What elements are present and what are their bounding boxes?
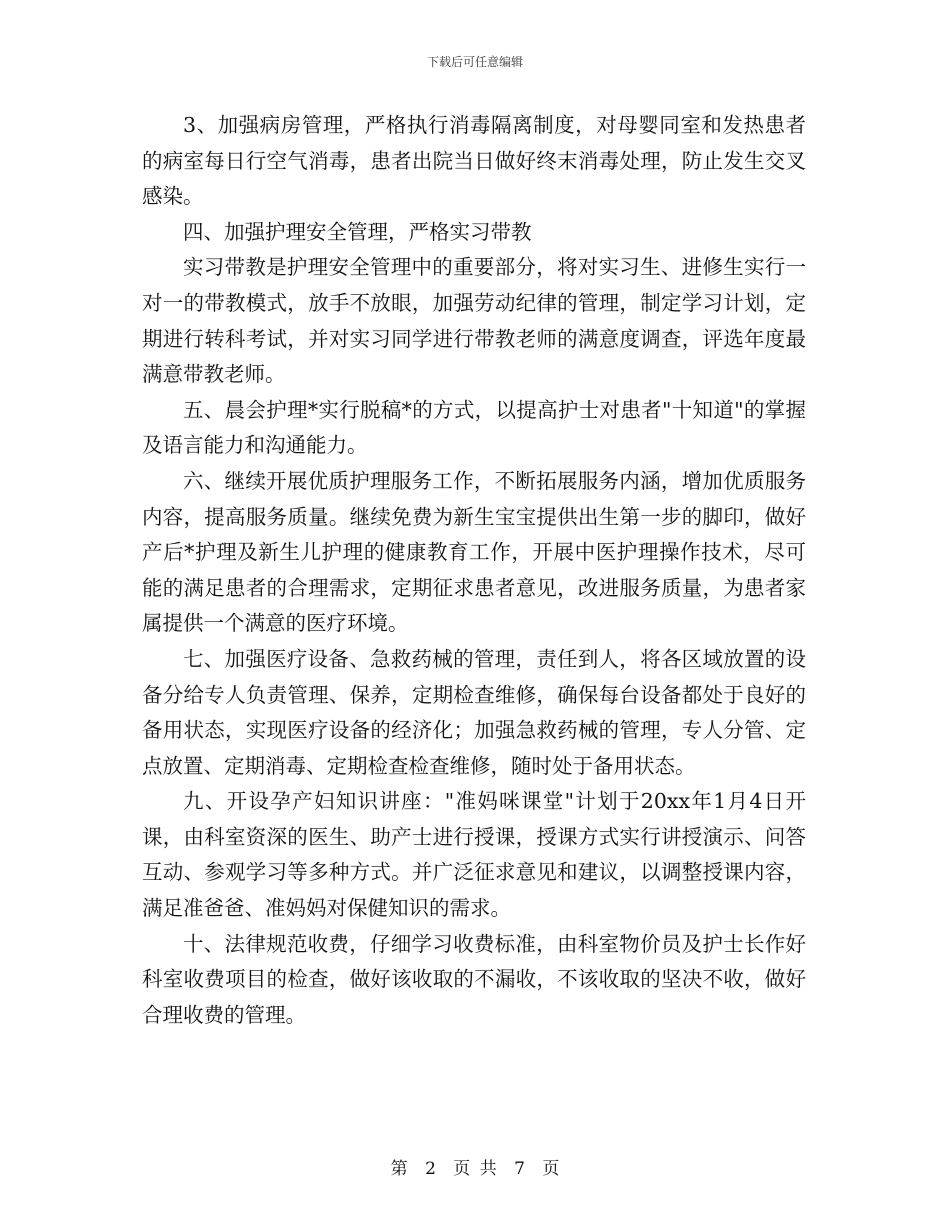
page-number: 2	[425, 1159, 436, 1179]
paragraph-internship-teaching: 实习带教是护理安全管理中的重要部分，将对实习生、进修生实行一对一的带教模式，放手不放眼，加强劳动纪律的管理，制定学习计划，定期进行转科考试，并对实习同学进行带教老师的满意度调查，评选年度最满意带教老师。	[142, 255, 806, 387]
section-heading-4: 四、加强护理安全管理，严格实习带教	[183, 219, 532, 244]
paragraph-section-9: 九、开设孕产妇知识讲座："准妈咪课堂"计划于20xx年1月4日开课，由科室资深的医生、助产士进行授课，授课方式实行讲授演示、问答互动、参观学习等多种方式。并广泛征求意见和建议，以调整授课内容，满足准爸爸、准妈妈对保健知识的需求。	[142, 789, 806, 921]
paragraph-section-5: 五、晨会护理*实行脱稿*的方式，以提高护士对患者"十知道"的掌握及语言能力和沟通能力。	[142, 397, 806, 458]
document-body	[142, 108, 806, 1033]
paragraph-section-6: 六、继续开展优质护理服务工作，不断拓展服务内涵，增加优质服务内容，提高服务质量。继续免费为新生宝宝提供出生第一步的脚印，做好产后*护理及新生儿护理的健康教育工作，开展中医护理操作技术，尽可能的满足患者的合理需求，定期征求患者意见，改进服务质量，为患者家属提供一个满意的医疗环境。	[142, 468, 806, 636]
paragraph-item-3: 3、加强病房管理，严格执行消毒隔离制度，对母婴同室和发热患者的病室每日行空气消毒，患者出院当日做好终末消毒处理，防止发生交叉感染。	[142, 113, 806, 209]
footer-prefix: 第	[390, 1159, 408, 1179]
page-total: 7	[514, 1159, 525, 1179]
paragraph-section-10: 十、法律规范收费，仔细学习收费标准，由科室物价员及护士长作好科室收费项目的检查，做好该收取的不漏收，不该收取的坚决不收，做好合理收费的管理。	[142, 931, 806, 1027]
page-header: 下载后可任意编辑	[426, 55, 523, 69]
footer-middle: 页 共	[453, 1159, 497, 1179]
footer-suffix: 页	[542, 1159, 560, 1179]
paragraph-section-7: 七、加强医疗设备、急救药械的管理，责任到人，将各区域放置的设备分给专人负责管理、保养，定期检查维修，确保每台设备都处于良好的备用状态，实现医疗设备的经济化；加强急救药械的管理，专人分管、定点放置、定期消毒、定期检查检查维修，随时处于备用状态。	[142, 646, 806, 778]
page-footer	[0, 1154, 950, 1179]
